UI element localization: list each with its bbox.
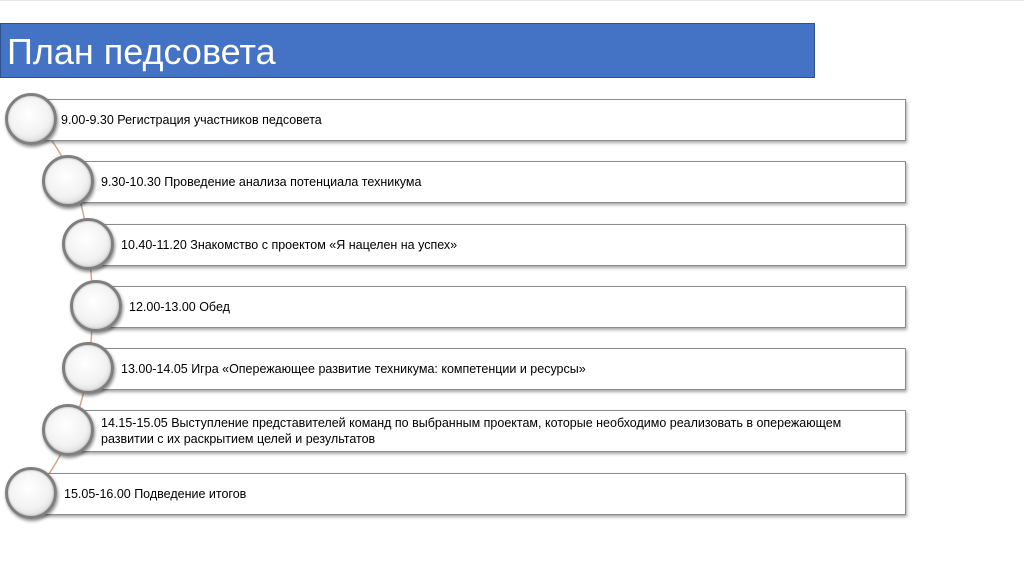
agenda-item-text: 13.00-14.05 Игра «Опережающее развитие техникума: компетенции и ресурсы»	[121, 362, 586, 376]
agenda-bullet	[62, 342, 114, 394]
page-title: План педсовета	[7, 31, 276, 72]
agenda-item	[29, 473, 906, 515]
agenda-bullet	[42, 404, 94, 456]
agenda-item	[29, 99, 906, 141]
agenda-bullet	[70, 280, 122, 332]
agenda-bullet	[5, 467, 57, 519]
agenda-item	[96, 286, 906, 328]
agenda-item-text: 9.00-9.30 Регистрация участников педсовета	[61, 113, 322, 127]
agenda-item-text: 9.30-10.30 Проведение анализа потенциала техникума	[101, 175, 422, 189]
agenda-bullet	[62, 218, 114, 270]
agenda-item	[68, 161, 906, 203]
title-bar	[0, 23, 815, 78]
top-rule	[0, 0, 1024, 1]
agenda-item	[88, 348, 906, 390]
agenda-item	[68, 410, 906, 452]
agenda-bullet	[5, 93, 57, 145]
agenda-item-text: 15.05-16.00 Подведение итогов	[64, 487, 247, 501]
agenda-item	[88, 224, 906, 266]
agenda-item-text: 10.40-11.20 Знакомство с проектом «Я нацелен на успех»	[121, 238, 458, 252]
agenda-bullet	[42, 155, 94, 207]
agenda-item-text: 14.15-15.05 Выступление представителей команд по выбранным проектам, которые необходимо реализовать в опережающем развитии с их раскрытием целей и результатов	[101, 416, 842, 446]
agenda-item-text: 12.00-13.00 Обед	[129, 300, 230, 314]
